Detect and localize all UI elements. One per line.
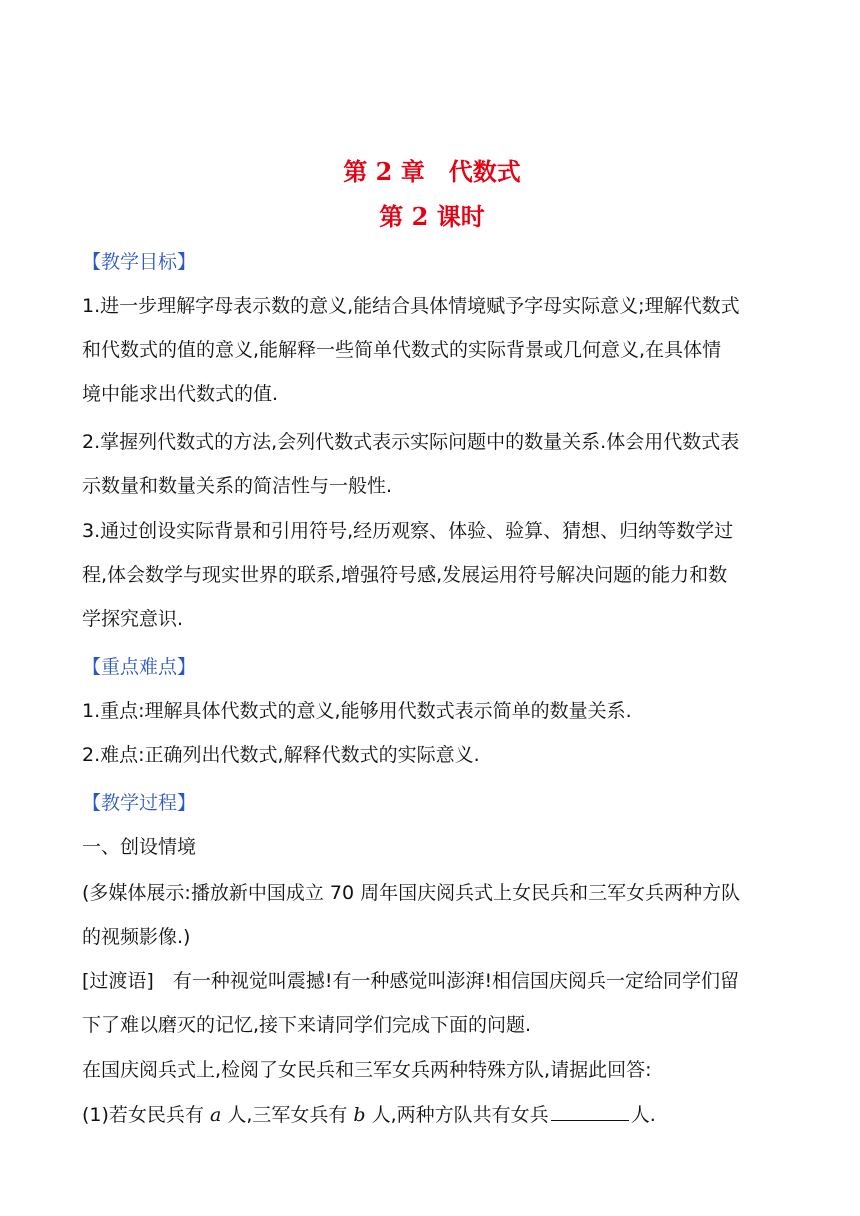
question-1-line (82, 1093, 782, 1137)
text-line: [过渡语] 有一种视觉叫震撼!有一种感觉叫澎湃!相信国庆阅兵一定给同学们留 (82, 970, 740, 992)
objective-item-3 (82, 509, 782, 641)
question-text: 人,两种方队共有女兵 (365, 1104, 549, 1126)
text-line: 下了难以磨灭的记忆,接下来请同学们完成下面的问题. (82, 1014, 532, 1036)
answer-blank[interactable] (551, 1102, 629, 1121)
chapter-title: 第 2 章 代数式 (343, 157, 521, 186)
text-line: 1.重点:理解具体代数式的意义,能够用代数式表示简单的数量关系. (82, 700, 632, 722)
text-line: 程,体会数学与现实世界的联系,增强符号感,发展运用符号解决问题的能力和数 (82, 564, 728, 586)
text-line: 的视频影像.) (82, 926, 191, 948)
keypoint-item-2 (82, 733, 782, 777)
question-1 (82, 1093, 782, 1137)
process-part-1 (82, 825, 782, 869)
variable-a: a (209, 1104, 222, 1126)
keypoints-heading: 【重点难点】 (82, 656, 197, 678)
text-line: 3.通过创设实际背景和引用符号,经历观察、体验、验算、猜想、归纳等数学过 (82, 520, 734, 542)
process-heading: 【教学过程】 (82, 792, 197, 814)
text-line: 2.难点:正确列出代数式,解释代数式的实际意义. (82, 744, 480, 766)
question-prompt (82, 1048, 782, 1092)
text-line: 境中能求出代数式的值. (82, 383, 279, 405)
text-line: 1.进一步理解字母表示数的意义,能结合具体情境赋予字母实际意义;理解代数式 (82, 295, 740, 317)
objective-item-1 (82, 284, 782, 416)
text-line: 一、创设情境 (82, 836, 197, 858)
objectives-heading: 【教学目标】 (82, 251, 197, 273)
objective-item-2 (82, 420, 782, 508)
text-line: 和代数式的值的意义,能解释一些简单代数式的实际背景或几何意义,在具体情 (82, 339, 722, 361)
lesson-title: 第 2 课时 (379, 202, 485, 231)
text-line: 示数量和数量关系的简洁性与一般性. (82, 475, 393, 497)
text-line: (多媒体展示:播放新中国成立 70 周年国庆阅兵式上女民兵和三军女兵两种方队 (82, 882, 741, 904)
media-note (82, 871, 782, 959)
text-line: 2.掌握列代数式的方法,会列代数式表示实际问题中的数量关系.体会用代数式表 (82, 431, 740, 453)
question-text: 人,三军女兵有 (221, 1104, 354, 1126)
variable-b: b (353, 1104, 366, 1126)
text-line: 学探究意识. (82, 608, 184, 630)
keypoint-item-1 (82, 689, 782, 733)
transition-text (82, 959, 782, 1047)
question-text: (1)若女民兵有 (82, 1104, 210, 1126)
text-line: 在国庆阅兵式上,检阅了女民兵和三军女兵两种特殊方队,请据此回答: (82, 1059, 652, 1081)
question-text: 人. (630, 1104, 656, 1126)
